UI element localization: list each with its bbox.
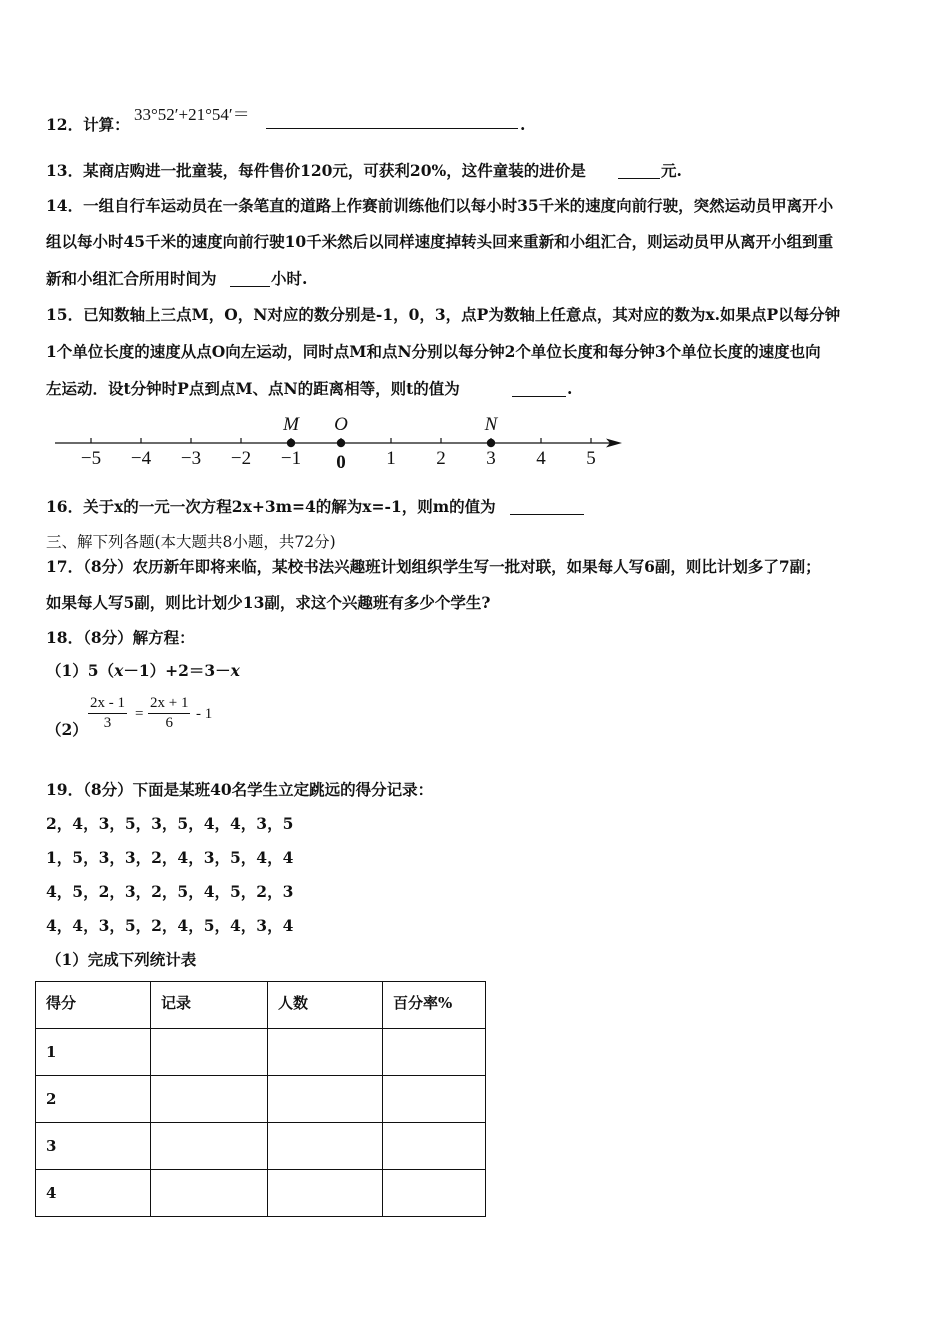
q14-answer-blank[interactable] (230, 286, 270, 287)
record-cell[interactable] (151, 1076, 268, 1123)
table-row (36, 1170, 486, 1217)
count-cell[interactable] (268, 1170, 383, 1217)
score-cell: 3 (36, 1123, 151, 1170)
header-score: 得分 (36, 982, 151, 1029)
record-cell[interactable] (151, 1123, 268, 1170)
q14-suffix: 小时. (271, 269, 308, 288)
q19-data-row: 1，5，3，3，2，4，3，5，4，4 (46, 848, 294, 867)
q18-minus-one: - 1 (196, 706, 213, 722)
table-row (36, 1123, 486, 1170)
q18-fraction-right: 2x + 1 6 (150, 695, 189, 731)
section-3-title: 三、解下列各题(本大题共8小题，共72分) (46, 533, 336, 551)
q13-suffix: 元. (661, 161, 682, 180)
q12-label: 12．计算： (46, 115, 130, 134)
number-line-point-label: N (484, 414, 498, 435)
q19-subtitle: （1）完成下列统计表 (46, 950, 197, 969)
header-percentage: 百分率% (383, 982, 486, 1029)
q17-line1: 17．（8分）农历新年即将来临，某校书法兴趣班计划组织学生写一批对联，如果每人写6副，则比计划多了7副； (46, 557, 821, 576)
number-line-point (487, 439, 495, 447)
q13-answer-blank[interactable] (618, 178, 660, 179)
number-line-tick-label: 5 (586, 448, 596, 469)
q12-answer-blank[interactable] (266, 128, 518, 129)
statistics-table (35, 981, 486, 1217)
percentage-cell[interactable] (383, 1076, 486, 1123)
q14-line1: 14．一组自行车运动员在一条笔直的道路上作赛前训练他们以每小时35千米的速度向前行驶，突然运动员甲离开小 (46, 196, 834, 215)
number-line-point-label: M (283, 414, 299, 435)
q15-answer-blank[interactable] (512, 396, 566, 397)
table-row (36, 1076, 486, 1123)
table-header-row (36, 982, 486, 1029)
q14-line2: 组以每小时45千米的速度向前行驶10千米然后以同样速度掉转头回来重新和小组汇合，则运动员甲从离开小组到重 (46, 232, 834, 251)
number-line-tick-label: 1 (386, 448, 396, 469)
q12-expression: 33°52′+21°54′＝ (134, 105, 250, 124)
number-line-tick-label: −2 (230, 448, 252, 469)
q16-answer-blank[interactable] (510, 514, 584, 515)
q19-data-row: 4，4，3，5，2，4，5，4，3，4 (46, 916, 294, 935)
number-line-point (337, 439, 345, 447)
count-cell[interactable] (268, 1029, 383, 1076)
q18-title: 18．（8分）解方程： (46, 628, 195, 647)
q19-data-row: 4，5，2，3，2，5，4，5，2，3 (46, 882, 294, 901)
q18-part1: （1）5（x－1）+2＝3－x (46, 661, 240, 680)
q15-line2: 1个单位长度的速度从点O向左运动，同时点M和点N分别以每分钟2个单位长度和每分钟3个单位长度的速度也向 (46, 342, 821, 361)
number-line-tick-label: 0 (336, 452, 346, 473)
table-row (36, 1029, 486, 1076)
number-line-tick-label: −3 (180, 448, 202, 469)
number-line-point-label: O (334, 414, 348, 435)
number-line-tick-label: 4 (536, 448, 546, 469)
q18-part2-label: （2） (46, 720, 88, 739)
number-line-tick-label: −1 (280, 448, 302, 469)
number-line-tick-label: −4 (130, 448, 152, 469)
q16-text: 16．关于x的一元一次方程2x+3m=4的解为x=-1，则m的值为 (46, 497, 496, 516)
header-record: 记录 (151, 982, 268, 1029)
q15-suffix: . (567, 379, 573, 398)
count-cell[interactable] (268, 1076, 383, 1123)
q15-line1: 15．已知数轴上三点M，O，N对应的数分别是-1，0，3，点P为数轴上任意点，其对应的数为x.如果点P以每分钟 (46, 305, 841, 324)
number-line-tick-label: −5 (80, 448, 102, 469)
record-cell[interactable] (151, 1029, 268, 1076)
percentage-cell[interactable] (383, 1123, 486, 1170)
q18-fraction-left: 2x - 1 3 (90, 695, 125, 731)
number-line-point (287, 439, 295, 447)
score-cell: 1 (36, 1029, 151, 1076)
number-line-tick-label: 2 (436, 448, 446, 469)
q15-line3: 左运动．设t分钟时P点到点M、点N的距离相等，则t的值为 (46, 379, 460, 398)
percentage-cell[interactable] (383, 1029, 486, 1076)
q12-period: . (520, 115, 526, 134)
q19-data-row: 2，4，3，5，3，5，4，4，3，5 (46, 814, 294, 833)
score-cell: 2 (36, 1076, 151, 1123)
q13-text: 13．某商店购进一批童装，每件售价120元，可获利20%，这件童装的进价是 (46, 161, 586, 180)
q17-line2: 如果每人写5副，则比计划少13副，求这个兴趣班有多少个学生? (46, 593, 491, 612)
count-cell[interactable] (268, 1123, 383, 1170)
q14-line3: 新和小组汇合所用时间为 (46, 269, 217, 288)
header-count: 人数 (268, 982, 383, 1029)
q18-equals: = (135, 706, 144, 722)
score-cell: 4 (36, 1170, 151, 1217)
record-cell[interactable] (151, 1170, 268, 1217)
number-line-tick-label: 3 (486, 448, 496, 469)
q19-title: 19．（8分）下面是某班40名学生立定跳远的得分记录： (46, 780, 434, 799)
percentage-cell[interactable] (383, 1170, 486, 1217)
number-line (50, 408, 630, 474)
